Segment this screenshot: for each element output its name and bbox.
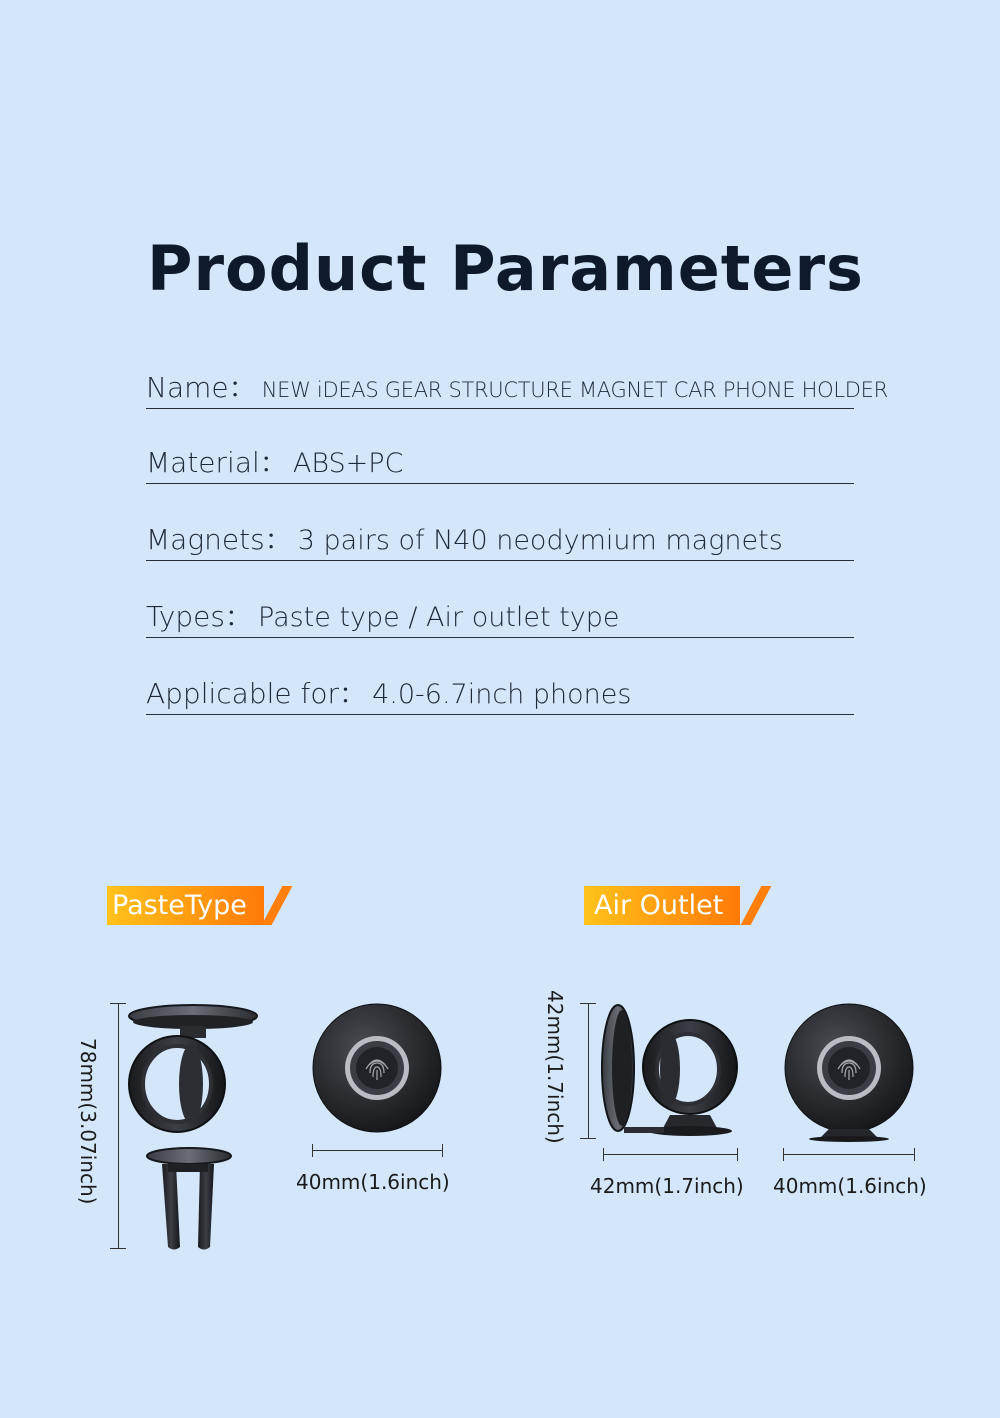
- paste-height-dimension: 78mm(3.07inch): [76, 1038, 100, 1205]
- dimension-tick: [914, 1148, 915, 1161]
- dimension-tick: [580, 1138, 596, 1139]
- dimension-tick: [110, 1248, 126, 1249]
- tag-slash-decoration: [741, 886, 772, 925]
- paste-type-tag-label: PasteType: [112, 890, 247, 921]
- dimension-tick: [312, 1144, 313, 1157]
- param-types-value: Paste type / Air outlet type: [258, 602, 620, 633]
- disc-width-line: [783, 1154, 914, 1155]
- dimension-tick: [737, 1148, 738, 1161]
- air-height-dimension: 42mm(1.7inch): [543, 990, 567, 1144]
- height-dimension-line: [118, 1003, 119, 1248]
- air-width-dimension: 42mm(1.7inch): [590, 1174, 744, 1198]
- param-types: [146, 595, 854, 638]
- param-magnets-value: 3 pairs of N40 neodymium magnets: [297, 525, 783, 556]
- air-disc-image: [784, 1003, 914, 1143]
- dimension-tick: [110, 1003, 126, 1004]
- paste-disc-image: [312, 1003, 442, 1133]
- dimension-tick: [580, 1003, 596, 1004]
- air-outlet-tag: [584, 886, 740, 925]
- air-holder-image: [600, 1003, 740, 1138]
- dimension-tick: [783, 1148, 784, 1161]
- param-applicable: [146, 672, 854, 715]
- param-name-label: Name：: [146, 371, 257, 404]
- tag-slash-decoration: [262, 886, 293, 925]
- paste-type-tag: [107, 886, 264, 925]
- param-applicable-value: 4.0-6.7inch phones: [372, 679, 632, 710]
- param-material: [146, 441, 854, 484]
- param-magnets-label: Magnets：: [146, 523, 293, 556]
- param-applicable-label: Applicable for：: [146, 677, 367, 710]
- param-material-value: ABS+PC: [292, 448, 404, 479]
- param-magnets: [146, 518, 854, 561]
- dimension-tick: [442, 1144, 443, 1157]
- disc-width-line: [312, 1150, 442, 1151]
- param-types-label: Types：: [146, 600, 253, 633]
- param-name-value: NEW iDEAS GEAR STRUCTURE MAGNET CAR PHONE HOLDER: [261, 378, 888, 402]
- page-title: Product Parameters: [147, 232, 864, 305]
- dimension-tick: [603, 1148, 604, 1161]
- height-dimension-line: [588, 1003, 589, 1138]
- air-outlet-tag-label: Air Outlet: [594, 890, 724, 921]
- air-width-line: [603, 1154, 737, 1155]
- paste-disc-dimension: 40mm(1.6inch): [296, 1170, 450, 1194]
- air-disc-dimension: 40mm(1.6inch): [773, 1174, 927, 1198]
- param-name: [146, 366, 888, 409]
- param-material-label: Material：: [146, 446, 288, 479]
- paste-holder-image: [128, 1002, 263, 1252]
